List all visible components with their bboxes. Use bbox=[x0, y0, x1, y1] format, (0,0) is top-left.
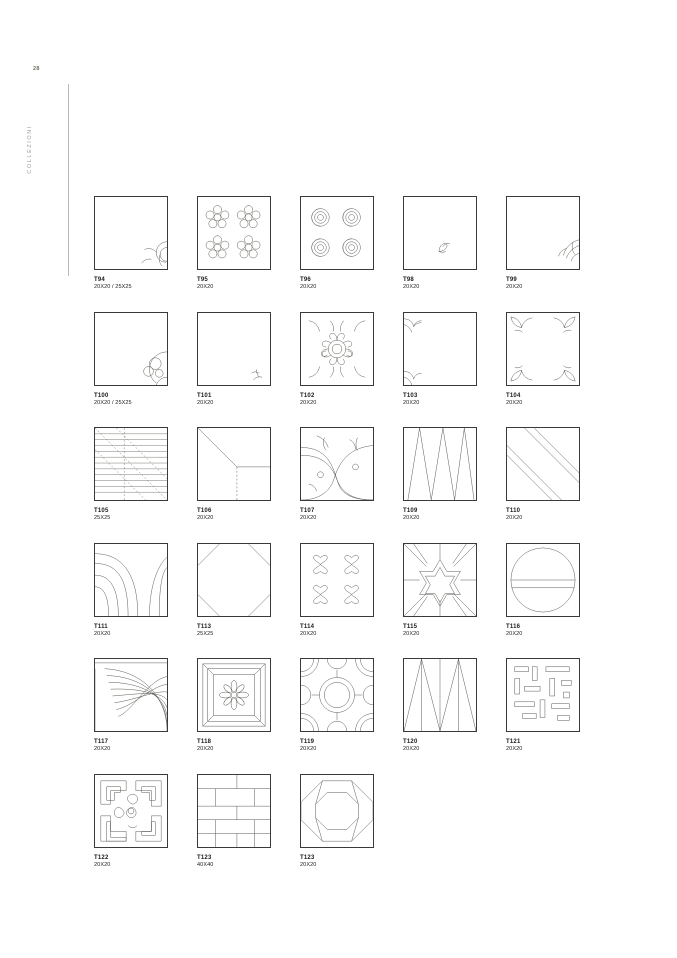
tile-swatch-t120[interactable] bbox=[403, 658, 477, 732]
tile-swatch-t118[interactable] bbox=[197, 658, 271, 732]
tile-code: T104 bbox=[506, 392, 521, 399]
tile-swatch-t110[interactable] bbox=[506, 427, 580, 501]
tile-row bbox=[94, 658, 594, 754]
tile-size: 20X20 bbox=[403, 630, 420, 637]
tile-size: 20X20 bbox=[506, 515, 523, 522]
tile-swatch-t109[interactable] bbox=[403, 427, 477, 501]
tile-cell[interactable] bbox=[197, 196, 271, 292]
tile-code: T109 bbox=[403, 508, 418, 515]
tile-swatch-t96[interactable] bbox=[300, 196, 374, 270]
tile-code: T95 bbox=[197, 277, 208, 283]
tile-code: T105 bbox=[94, 508, 109, 515]
tile-size: 20X20 bbox=[197, 399, 214, 406]
tile-code: T106 bbox=[197, 508, 212, 515]
tile-swatch-t121[interactable] bbox=[506, 658, 580, 732]
tile-size: 25X25 bbox=[197, 630, 214, 637]
tile-cell[interactable] bbox=[94, 658, 168, 754]
tile-cell[interactable] bbox=[506, 658, 580, 754]
tile-swatch-t103[interactable] bbox=[403, 312, 477, 386]
tile-size: 20X20 bbox=[300, 630, 317, 637]
tile-code: T123 bbox=[197, 854, 212, 861]
tile-cell[interactable] bbox=[506, 543, 580, 639]
tile-size: 40X40 bbox=[197, 861, 214, 868]
tile-size: 20X20 bbox=[94, 746, 111, 753]
tile-cell[interactable] bbox=[403, 543, 477, 639]
tile-code: T99 bbox=[506, 277, 517, 283]
tile-size: 20X20 bbox=[403, 284, 420, 291]
tile-code: T100 bbox=[94, 392, 109, 399]
tile-swatch-t113[interactable] bbox=[197, 543, 271, 617]
tile-cell[interactable] bbox=[94, 427, 168, 523]
tile-cell[interactable] bbox=[94, 774, 168, 870]
tile-size: 20X20 bbox=[197, 284, 214, 291]
tile-swatch-t102[interactable] bbox=[300, 312, 374, 386]
tile-code: T101 bbox=[197, 392, 212, 399]
vertical-rule bbox=[68, 84, 69, 276]
tile-code: T121 bbox=[506, 739, 521, 746]
tile-code: T116 bbox=[506, 623, 521, 630]
tile-size: 20X20 / 25X25 bbox=[94, 284, 132, 291]
tile-cell[interactable] bbox=[94, 543, 168, 639]
tile-size: 20X20 bbox=[506, 630, 523, 637]
tile-cell[interactable] bbox=[197, 427, 271, 523]
tile-cell[interactable] bbox=[94, 312, 168, 408]
tile-cell[interactable] bbox=[300, 658, 374, 754]
tile-size: 20X20 bbox=[197, 515, 214, 522]
tile-code: T117 bbox=[94, 739, 109, 746]
tile-size: 20X20 bbox=[300, 746, 317, 753]
tile-code: T111 bbox=[94, 623, 108, 630]
tile-cell[interactable] bbox=[506, 427, 580, 523]
tile-cell[interactable] bbox=[300, 196, 374, 292]
tile-code: T110 bbox=[506, 508, 521, 515]
tile-cell[interactable] bbox=[506, 312, 580, 408]
tile-code: T107 bbox=[300, 508, 315, 515]
tile-swatch-t95[interactable] bbox=[197, 196, 271, 270]
tile-swatch-t94[interactable] bbox=[94, 196, 168, 270]
tile-cell[interactable] bbox=[300, 774, 374, 870]
tile-cell[interactable] bbox=[94, 196, 168, 292]
tile-code: T98 bbox=[403, 277, 414, 283]
tile-swatch-t119[interactable] bbox=[300, 658, 374, 732]
tile-row bbox=[94, 427, 594, 523]
tile-size: 20X20 bbox=[94, 630, 111, 637]
tile-size: 20X20 bbox=[403, 399, 420, 406]
tile-size: 20X20 bbox=[300, 399, 317, 406]
tile-code: T115 bbox=[403, 623, 418, 630]
tile-code: T113 bbox=[197, 623, 212, 630]
tile-code: T114 bbox=[300, 623, 315, 630]
tile-swatch-t116[interactable] bbox=[506, 543, 580, 617]
tile-code: T123 bbox=[300, 854, 315, 861]
tile-size: 20X20 bbox=[300, 861, 317, 868]
tile-row bbox=[94, 543, 594, 639]
tile-size: 20X20 bbox=[197, 746, 214, 753]
tile-swatch-t123-20[interactable] bbox=[300, 774, 374, 848]
tile-cell[interactable] bbox=[197, 658, 271, 754]
tile-size: 20X20 bbox=[300, 284, 317, 291]
tile-cell[interactable] bbox=[506, 196, 580, 292]
tile-swatch-t105[interactable] bbox=[94, 427, 168, 501]
tile-cell[interactable] bbox=[197, 312, 271, 408]
tile-swatch-t115[interactable] bbox=[403, 543, 477, 617]
tile-row bbox=[94, 774, 594, 870]
tile-cell[interactable] bbox=[300, 427, 374, 523]
tile-code: T103 bbox=[403, 392, 418, 399]
tile-code: T96 bbox=[300, 277, 311, 283]
tile-cell[interactable] bbox=[403, 312, 477, 408]
tile-swatch-t104[interactable] bbox=[506, 312, 580, 386]
page-number: 28 bbox=[33, 66, 40, 72]
tile-code: T119 bbox=[300, 739, 315, 746]
tile-swatch-t101[interactable] bbox=[197, 312, 271, 386]
tile-size: 25X25 bbox=[94, 515, 111, 522]
tile-size: 20X20 bbox=[94, 861, 111, 868]
tile-swatch-t106[interactable] bbox=[197, 427, 271, 501]
tile-swatch-t123-40[interactable] bbox=[197, 774, 271, 848]
tile-cell[interactable] bbox=[300, 543, 374, 639]
tile-size: 20X20 bbox=[506, 399, 523, 406]
tile-code: T122 bbox=[94, 854, 109, 861]
tile-size: 20X20 bbox=[403, 746, 420, 753]
tile-cell[interactable] bbox=[300, 312, 374, 408]
tile-cell[interactable] bbox=[403, 196, 477, 292]
tile-swatch-t117[interactable] bbox=[94, 658, 168, 732]
tile-size: 20X20 bbox=[506, 746, 523, 753]
tile-cell[interactable] bbox=[403, 658, 477, 754]
tile-size: 20X20 bbox=[506, 284, 523, 291]
tile-cell[interactable] bbox=[197, 543, 271, 639]
tile-cell[interactable] bbox=[403, 427, 477, 523]
tile-swatch-t99[interactable] bbox=[506, 196, 580, 270]
tile-size: 20X20 bbox=[403, 515, 420, 522]
tile-code: T120 bbox=[403, 739, 418, 746]
tile-row bbox=[94, 196, 594, 292]
tile-cell[interactable] bbox=[197, 774, 271, 870]
tile-row bbox=[94, 312, 594, 408]
collection-side-label: COLLEZIONI bbox=[27, 125, 33, 174]
tile-size: 20X20 / 25X25 bbox=[94, 399, 132, 406]
tile-code: T118 bbox=[197, 739, 212, 746]
tile-swatch-t111[interactable] bbox=[94, 543, 168, 617]
tile-code: T102 bbox=[300, 392, 315, 399]
tile-swatch-t98[interactable] bbox=[403, 196, 477, 270]
tile-swatch-t114[interactable] bbox=[300, 543, 374, 617]
tile-size: 20X20 bbox=[300, 515, 317, 522]
tile-swatch-t107[interactable] bbox=[300, 427, 374, 501]
tile-code: T94 bbox=[94, 277, 105, 283]
tile-swatch-t122[interactable] bbox=[94, 774, 168, 848]
tile-swatch-t100[interactable] bbox=[94, 312, 168, 386]
tile-grid bbox=[94, 196, 594, 889]
